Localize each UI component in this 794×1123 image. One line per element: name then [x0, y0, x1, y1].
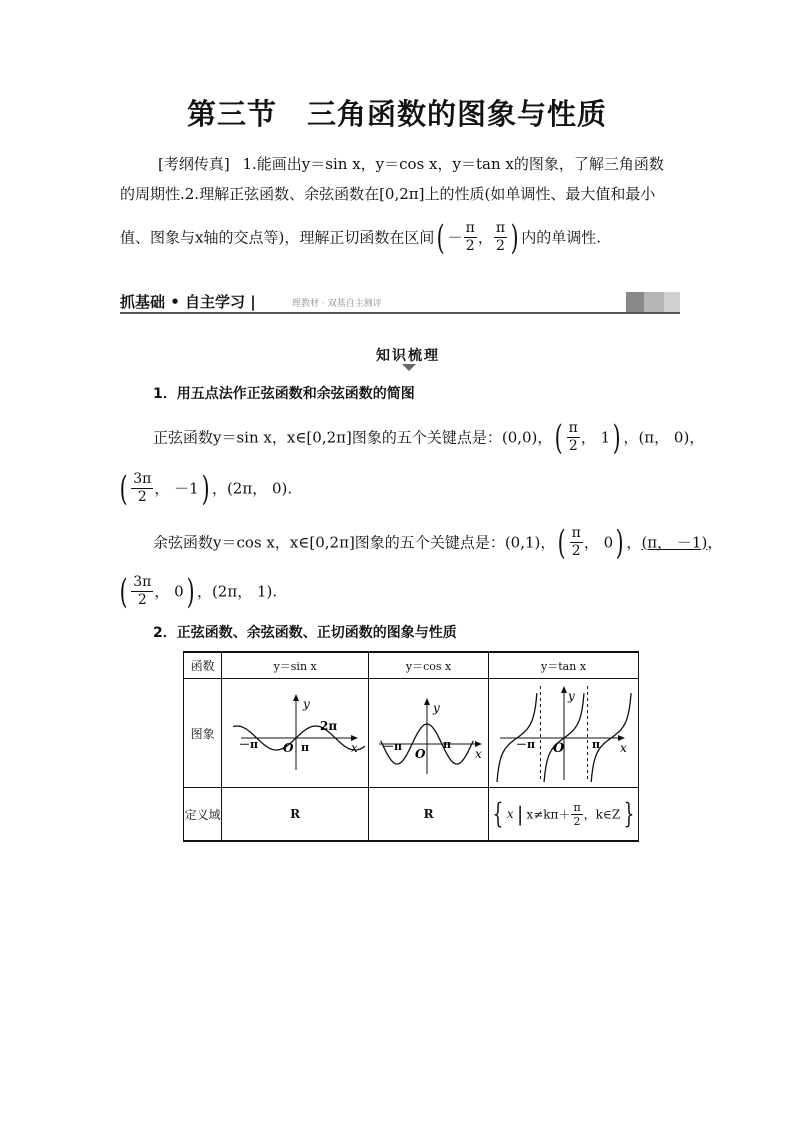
decor-block [644, 292, 664, 312]
page-title: 第三节 三角函数的图象与性质 [186, 97, 607, 131]
sin-keypoints-line-2: ( $\frac{3\pi}{2}$ ， －1) ，(2π， 0). [119, 468, 293, 509]
fraction: $\frac{3\pi}{2}$ [133, 574, 152, 608]
svg-text:π: π [591, 737, 600, 751]
cos-graph-cell [369, 679, 489, 788]
svg-text:x: x [619, 740, 627, 755]
row-label-graph: 图象 [184, 679, 222, 788]
table-header-cell: 函数 [184, 652, 222, 679]
triangle-marker-icon [402, 364, 416, 371]
row-label-domain: 定义域 [184, 788, 222, 842]
svg-text:y: y [303, 696, 310, 711]
fraction: $\frac{3\pi}{2}$ [133, 471, 152, 505]
syllabus-text-1: 1.能画出y＝sin x，y＝cos x，y＝tan x的图象，了解三角函数 [242, 155, 664, 173]
table-row [184, 788, 639, 842]
properties-table [183, 651, 639, 842]
domain-cos: R [369, 788, 489, 842]
cos-graph [371, 682, 487, 782]
section-heading: 知识梳理 [376, 348, 440, 364]
section-bar [120, 292, 680, 314]
fraction: $\frac{\pi}{2}$ [495, 220, 506, 254]
domain-sin: R [222, 788, 369, 842]
syllabus-line-1 [158, 154, 664, 174]
fraction: $\frac{\pi}{2}$ [573, 800, 581, 828]
table-header-cell: y＝tan x [489, 652, 639, 679]
syllabus-line-2: 的周期性.2.理解正弦函数、余弦函数在[0,2π]上的性质(如单调性、最大值和最小 [120, 185, 656, 203]
svg-text:O: O [414, 746, 426, 761]
domain-tan: { x | x≠kπ＋ $\frac{\pi}{2}$ ，k∈Z } [489, 788, 639, 842]
fraction: $\frac{\pi}{2}$ [465, 220, 475, 254]
sin-keypoints-line-1: 正弦函数y＝sin x，x∈[0,2π]图象的五个关键点是：(0,0)，( $\frac{\pi}{2}$ ， 1) ，(π， 0)， [153, 417, 705, 458]
tan-graph-cell [489, 679, 639, 788]
fraction: $\frac{\pi}{2}$ [568, 420, 578, 454]
section-bar-title: 抓基础 • 自主学习 | [120, 293, 256, 311]
sin-graph-cell [222, 679, 369, 788]
fraction: $\frac{\pi}{2}$ [571, 525, 581, 559]
svg-text:y: y [567, 688, 575, 703]
table-row [184, 652, 639, 679]
decor-block [626, 292, 644, 312]
svg-text:－π: －π [382, 739, 402, 753]
tan-graph [496, 682, 632, 782]
svg-text:y: y [432, 700, 440, 715]
svg-text:2π: 2π [320, 718, 338, 733]
item1-heading: 1．用五点法作正弦函数和余弦函数的简图 [153, 386, 415, 402]
svg-text:x: x [474, 746, 482, 761]
cos-keypoints-line-2: ( $\frac{3\pi}{2}$ ， 0) ，(2π， 1). [119, 571, 278, 612]
syllabus-tag: [考纲传真] [158, 155, 230, 173]
section-bar-subtitle: 理教材 · 双基自主测评 [292, 299, 382, 309]
svg-text:－π: －π [239, 737, 259, 751]
item2-heading: 2．正弦函数、余弦函数、正切函数的图象与性质 [153, 625, 457, 641]
table-row [184, 679, 639, 788]
svg-text:x: x [351, 740, 358, 755]
svg-text:π: π [301, 740, 310, 754]
svg-text:O: O [283, 740, 294, 755]
decor-block [664, 292, 680, 312]
table-header-cell: y＝cos x [369, 652, 489, 679]
table-header-cell: y＝sin x [222, 652, 369, 679]
cos-keypoints-line-1: 余弦函数y＝cos x，x∈[0,2π]图象的五个关键点是：(0,1)，( $\frac{\pi}{2}$ ， 0) ，(π， －1)， [153, 522, 723, 563]
svg-text:π: π [442, 737, 451, 751]
sin-graph [225, 682, 365, 782]
syllabus-line-3: 值、图象与x轴的交点等)，理解正切函数在区间( － $\frac{\pi}{2}$ ， $\frac{\pi}{2}$ ) 内的单调性. [120, 217, 602, 258]
svg-text:－π: －π [515, 737, 535, 751]
svg-text:O: O [552, 740, 564, 756]
